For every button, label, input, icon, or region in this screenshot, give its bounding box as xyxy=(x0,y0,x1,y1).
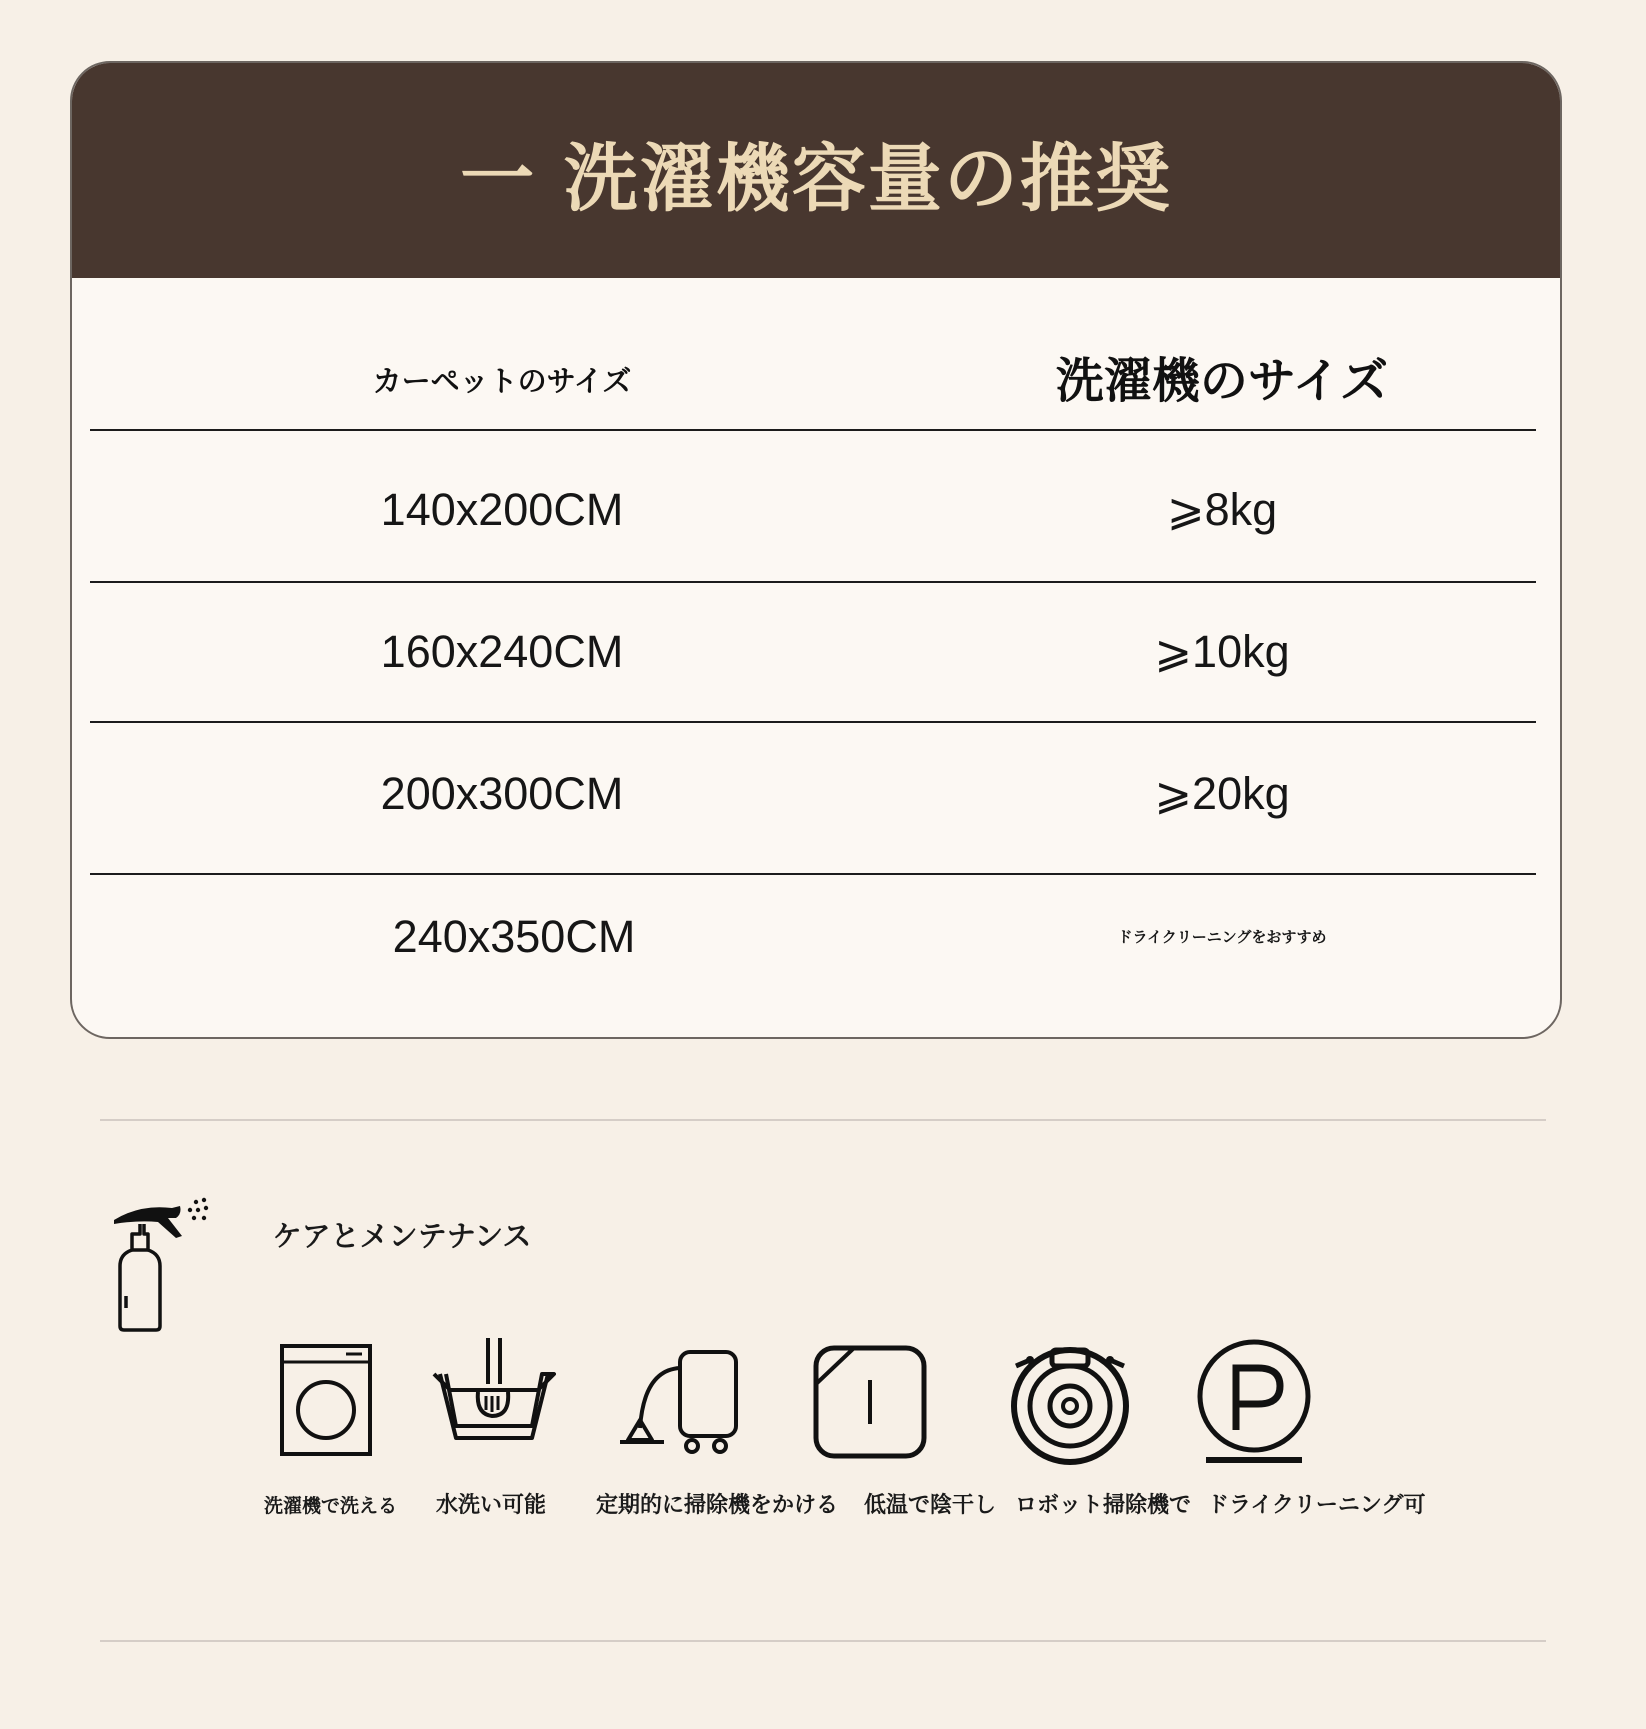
section-divider xyxy=(100,1640,1546,1642)
line-dry-shade-icon xyxy=(808,1336,932,1466)
table-divider xyxy=(90,581,1536,583)
section-divider xyxy=(100,1119,1546,1121)
table-cell-carpet-size: 240x350CM xyxy=(392,911,636,962)
care-label-dry-clean: ドライクリーニング可 xyxy=(1207,1493,1426,1518)
robot-vacuum-icon xyxy=(1008,1336,1132,1466)
table-cell-machine-size: ⩾10kg xyxy=(1154,626,1290,677)
hand-wash-icon xyxy=(432,1336,556,1466)
capacity-card xyxy=(70,61,1562,1039)
care-label-hand-wash: 水洗い可能 xyxy=(436,1493,547,1518)
care-label-robot-vacuum: ロボット掃除機で xyxy=(1015,1493,1192,1518)
capacity-title: 一 洗濯機容量の推奨 xyxy=(460,136,1172,222)
table-cell-machine-size: ドライクリーニングをおすすめ xyxy=(1117,928,1327,946)
table-divider xyxy=(90,873,1536,875)
vacuum-cleaner-icon xyxy=(618,1336,742,1466)
table-cell-carpet-size: 200x300CM xyxy=(380,768,624,819)
table-cell-carpet-size: 140x200CM xyxy=(380,484,624,535)
care-label-vacuum: 定期的に掃除機をかける xyxy=(596,1493,839,1518)
table-divider xyxy=(90,721,1536,723)
washing-machine-icon xyxy=(264,1336,388,1466)
care-section-title: ケアとメンテナンス xyxy=(272,1219,532,1253)
table-cell-machine-size: ⩾20kg xyxy=(1154,768,1290,819)
table-divider xyxy=(90,429,1536,431)
care-label-machine-wash: 洗濯機で洗える xyxy=(264,1495,398,1517)
column-header-carpet-size: カーペットのサイズ xyxy=(372,364,632,398)
spray-bottle-icon xyxy=(110,1196,220,1336)
column-header-machine-size: 洗濯機のサイズ xyxy=(1055,353,1389,409)
dry-clean-p-icon xyxy=(1192,1336,1316,1466)
care-label-shade-dry: 低温で陰干し xyxy=(864,1493,997,1518)
table-cell-machine-size: ⩾8kg xyxy=(1166,484,1278,535)
table-cell-carpet-size: 160x240CM xyxy=(380,626,624,677)
